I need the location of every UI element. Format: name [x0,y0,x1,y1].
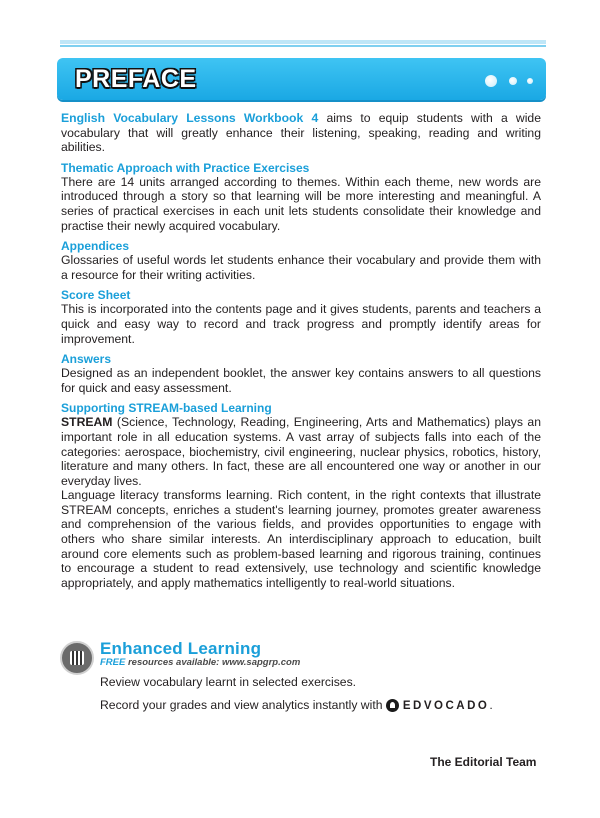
section-stream [61,401,541,590]
record-text: Record your grades and view analytics instantly with [100,698,386,712]
section-heading: Supporting STREAM-based Learning [61,401,272,416]
edvocado-logo-icon [386,699,399,712]
section-score-sheet [61,288,541,346]
review-line: Review vocabulary learnt in selected exercises. [100,675,357,689]
book-title: English Vocabulary Lessons Workbook 4 [61,111,319,125]
section-heading: Answers [61,352,112,367]
section-body: Glossaries of useful words let students enhance their vocabulary and provide them with a resource for their writing activities. [61,253,541,282]
free-resources-text: resources available: www.sapgrp.com [125,657,301,668]
section-appendices [61,239,541,282]
section-answers [61,352,541,395]
intro-text: aims to equip students with a wide vocabulary that will greatly enhance their listening, speaking, reading and writing abilities. [61,111,541,155]
stream-paragraph-2: Language literacy transforms learning. Rich content, in the right contexts that illustrate STREAM concepts, enriches a student's learning journey, promotes greater awareness and comprehension of the various fields, and provides opportunities to engage with others who share similar interests. An interdisciplinary approach to education, built around core elements such as problem-based learning and rigorous training, continues to encourage a student to read extensively, use technology and scientific knowledge appropriately, and apply mathematics intelligently to real-world situations. [61,488,541,590]
top-bar-line [60,40,546,44]
preface-banner [57,58,546,100]
section-heading: Score Sheet [61,288,131,303]
section-heading: Appendices [61,239,130,254]
banner-dot-icon [527,78,533,84]
stream-text: (Science, Technology, Reading, Engineering, Arts and Mathematics) plays an important role in all education systems. A vast array of subjects falls into each of the categories: aerospace, biochemistry, civil engineering, nuclear physics, robotics, history, literature and many others. In fact, these are all encountered one way or another in our everyday lives. [61,415,541,488]
banner-dot-icon [509,77,517,85]
brand-suffix: . [489,698,493,712]
section-body: Designed as an independent booklet, the answer key contains answers to all questions for quick and easy assessment. [61,366,541,395]
stream-lead: STREAM [61,415,113,430]
free-resources-line [100,657,300,668]
intro-paragraph [61,111,541,155]
section-body: There are 14 units arranged according to themes. Within each theme, new words are introduced through a story so that learning will be more interesting and meaningful. A series of practical exercises in each unit lets students consolidate their knowledge and practise their newly acquired vocabulary. [61,174,541,233]
free-label: FREE [100,657,126,668]
section-body: This is incorporated into the contents page and it gives students, parents and teachers a quick and easy way to record and track progress and promptly identify areas for improvement. [61,302,541,346]
preface-content [61,111,541,590]
top-decorative-bar [60,40,546,50]
stream-paragraph-1 [61,415,541,488]
signature: The Editorial Team [430,755,537,769]
page-title: PREFACE [75,65,197,93]
section-heading: Thematic Approach with Practice Exercises [61,160,310,175]
edvocado-brand: EDVOCADO [402,700,490,712]
enhanced-learning-title: Enhanced Learning [100,639,262,658]
top-bar-line [60,45,546,47]
record-line [100,698,493,712]
banner-dot-icon [485,75,497,87]
section-thematic [61,161,541,233]
enhanced-learning-icon [60,641,94,675]
